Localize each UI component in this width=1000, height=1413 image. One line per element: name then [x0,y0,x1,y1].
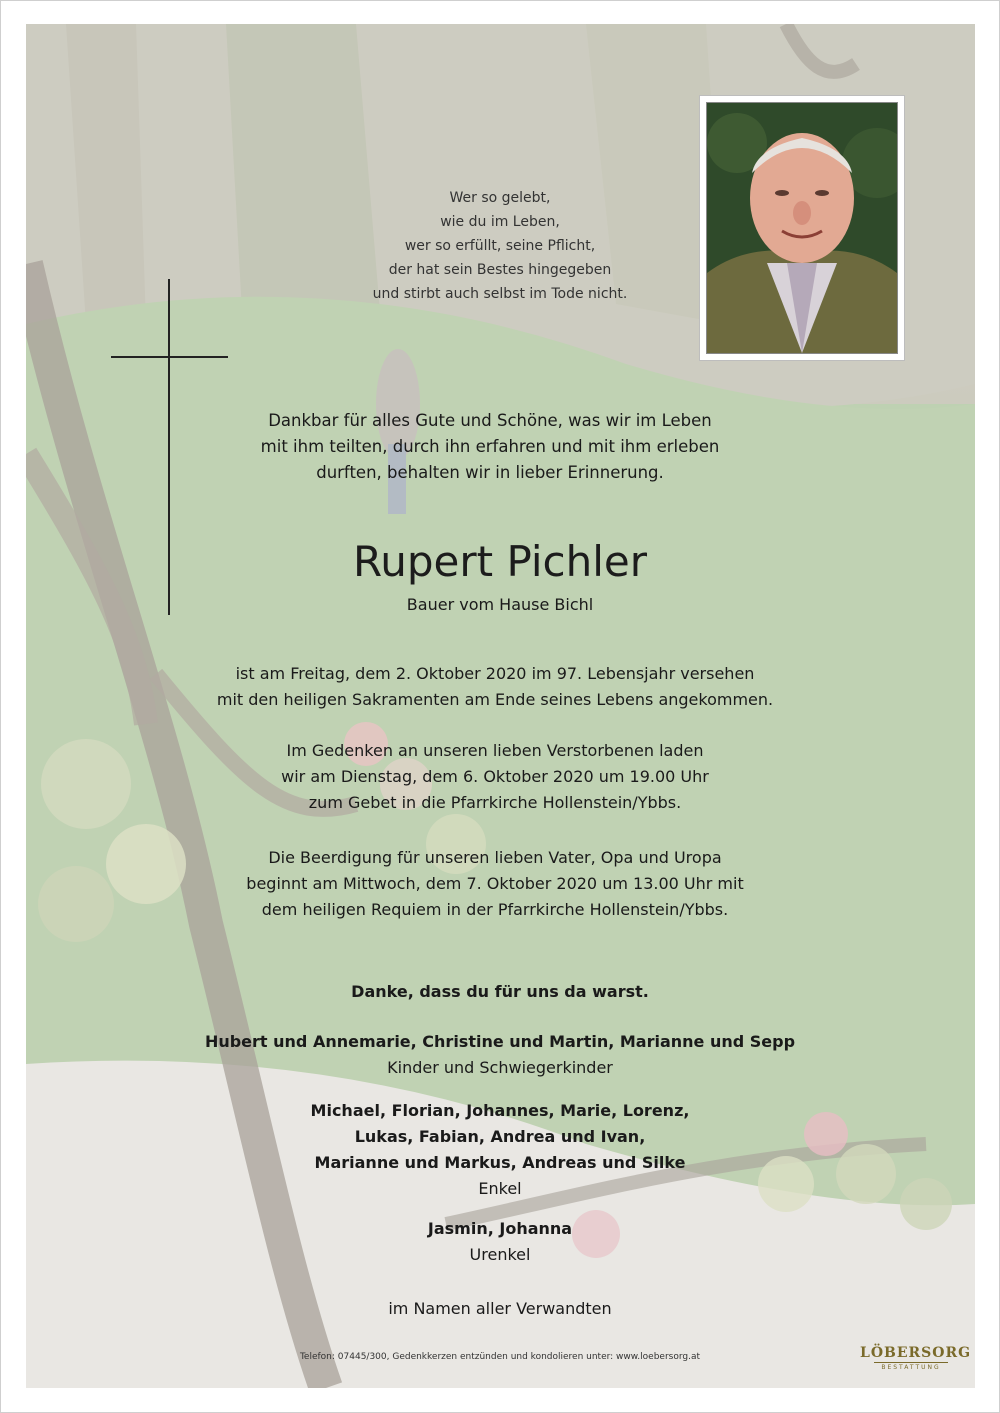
funeral-home-logo [860,1345,972,1371]
poem [350,186,650,306]
poem-line: wie du im Leben, [440,214,560,230]
announcement-line: ist am Freitag, dem 2. Oktober 2020 im 97. Lebensjahr versehen [235,664,755,683]
funeral-line: beginnt am Mittwoch, dem 7. Oktober 2020 um 13.00 Uhr mit [246,874,744,893]
cross-horizontal-bar [111,356,228,358]
prayer-line: zum Gebet in die Pfarrkirche Hollenstein/Ybbs. [308,793,682,812]
funeral-line: Die Beerdigung für unseren lieben Vater, Opa und Uropa [268,848,722,867]
mourner-names: Jasmin, Johanna [427,1219,573,1238]
deceased-title: Bauer vom Hause Bichl [406,595,594,614]
gratitude-text [200,408,780,486]
death-announcement [150,661,840,713]
closing-thanks: Danke, dass du für uns da warst. [351,982,649,1001]
mourner-names: Michael, Florian, Johannes, Marie, Lorenz, [310,1101,690,1120]
funeral-line: dem heiligen Requiem in der Pfarrkirche Hollenstein/Ybbs. [261,900,729,919]
portrait-photo [707,103,897,353]
mourner-relation: Urenkel [469,1245,531,1264]
mourner-names: Hubert und Annemarie, Christine und Martin, Marianne und Sepp [204,1032,796,1051]
cross-vertical-bar [168,279,170,615]
mourner-names: Marianne und Markus, Andreas und Silke [314,1153,686,1172]
logo-subtitle: BESTATTUNG [874,1362,948,1371]
mourner-relation: Enkel [478,1179,522,1198]
gratitude-line: mit ihm teilten, durch ihn erfahren und mit ihm erleben [260,437,720,456]
poem-line: der hat sein Bestes hingegeben [388,262,612,278]
prayer-line: wir am Dienstag, dem 6. Oktober 2020 um 19.00 Uhr [281,767,709,786]
poem-line: wer so erfüllt, seine Pflicht, [404,238,596,254]
gratitude-line: Dankbar für alles Gute und Schöne, was wir im Leben [268,411,712,430]
mourner-group-great-grandchildren [150,1216,850,1268]
prayer-invitation [150,738,840,816]
mourner-group-children [150,1029,850,1081]
poem-line: und stirbt auch selbst im Tode nicht. [372,286,628,302]
footer-contact: Telefon: 07445/300, Gedenkkerzen entzünden und kondolieren unter: www.loebersorg.at [299,1352,701,1362]
mourner-relation: Kinder und Schwiegerkinder [387,1058,613,1077]
deceased-name: Rupert Pichler [352,537,648,586]
funeral-details [150,845,840,923]
announcement-line: mit den heiligen Sakramenten am Ende seines Lebens angekommen. [216,690,774,709]
poem-line: Wer so gelebt, [449,190,551,206]
relatives-line: im Namen aller Verwandten [388,1299,612,1318]
portrait-frame [700,96,904,360]
prayer-line: Im Gedenken an unseren lieben Verstorbenen laden [286,741,704,760]
mourner-names: Lukas, Fabian, Andrea und Ivan, [354,1127,646,1146]
mourner-group-grandchildren [150,1098,850,1202]
logo-name: LÖBERSORG [860,1345,972,1361]
gratitude-line: durften, behalten wir in lieber Erinnerung. [316,463,664,482]
